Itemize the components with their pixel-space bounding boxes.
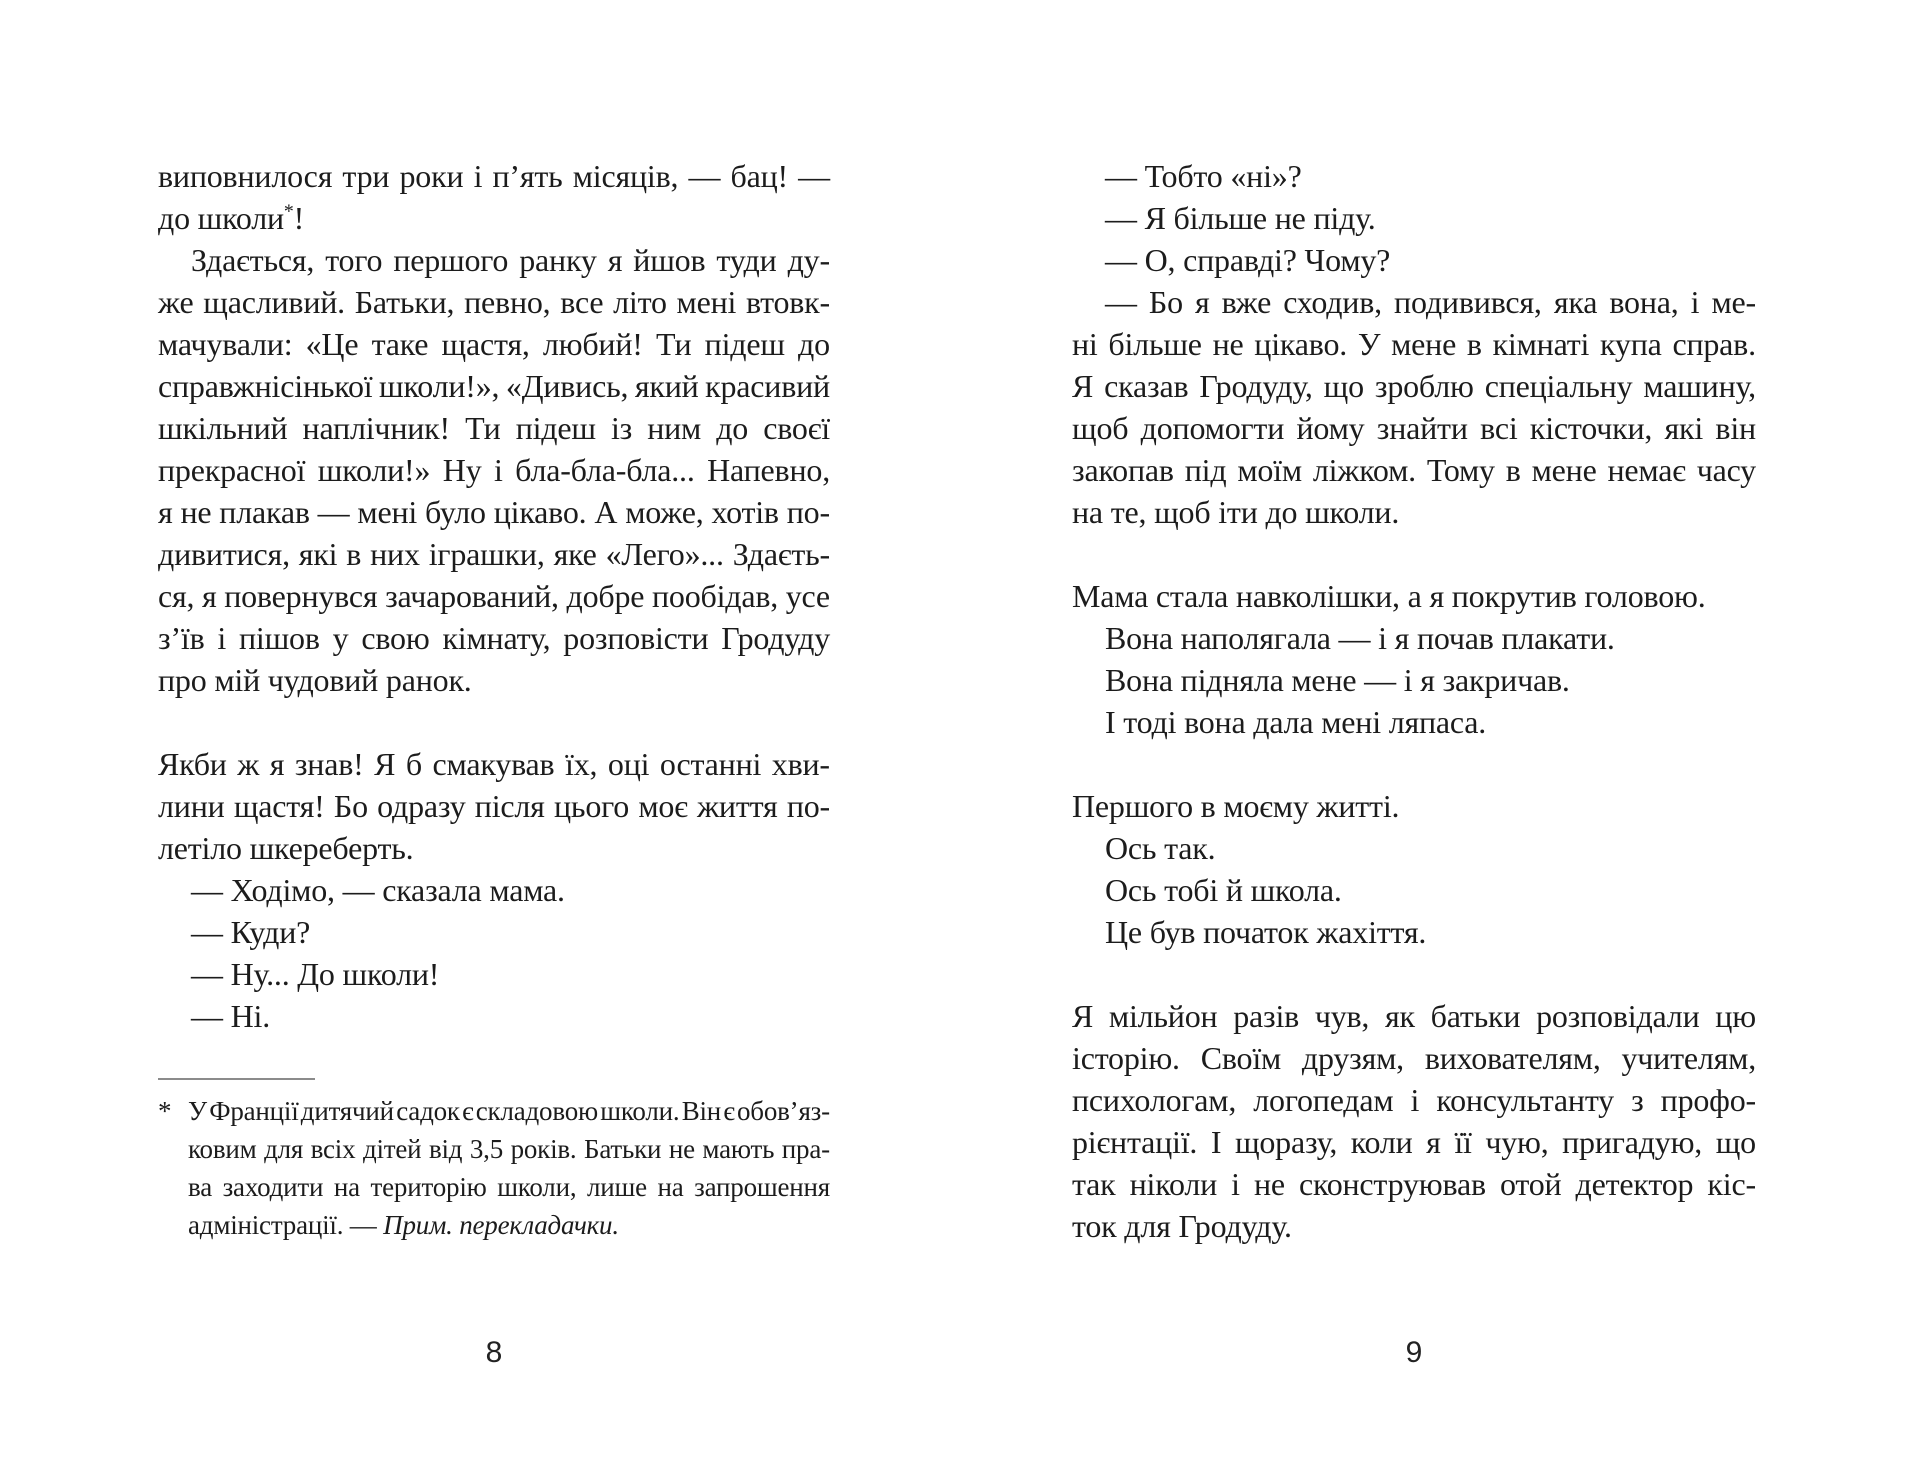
text-line: — Ну... До школи! bbox=[191, 956, 440, 992]
text-line: Вона наполягала — і я почав плакати. bbox=[1105, 620, 1615, 656]
page-number-left: 8 bbox=[485, 1336, 503, 1369]
text-line: Якби ж я знав! Я б смакував їх, оці останні хви- bbox=[158, 746, 830, 782]
page-number-right: 9 bbox=[1405, 1336, 1423, 1369]
text-line: ся, я повернувся зачарований, добре пообідав, усе bbox=[158, 578, 830, 614]
text-line: на те, щоб іти до школи. bbox=[1072, 494, 1400, 530]
text-line: адміністрації. — Прим. перекладачки. bbox=[188, 1210, 619, 1240]
footnote bbox=[158, 1078, 830, 1244]
text-line: до школи*! bbox=[158, 200, 305, 236]
text-line: справжнісінької школи!», «Дивись, який красивий bbox=[158, 368, 830, 404]
text-line: з’їв і пішов у свою кімнату, розповісти Гродуду bbox=[158, 620, 830, 656]
text-line: Це був початок жахіття. bbox=[1105, 914, 1427, 950]
text-line: Ось так. bbox=[1105, 830, 1216, 866]
text-line: так ніколи і не сконструював отой детектор кіс- bbox=[1072, 1166, 1756, 1202]
text-line: історію. Своїм друзям, вихователям, учителям, bbox=[1072, 1040, 1756, 1076]
text-line: Я сказав Гродуду, що зроблю спеціальну машину, bbox=[1072, 368, 1756, 404]
text-line: психологам, логопедам і консультанту з профо- bbox=[1072, 1082, 1756, 1118]
text-line: щоб допомогти йому знайти всі кісточки, які він bbox=[1072, 410, 1756, 446]
text-line: я не плакав — мені було цікаво. А може, хотів по- bbox=[158, 494, 830, 530]
text-line: У Франції дитячий садок є складовою школи. Він є обов’яз- bbox=[188, 1096, 830, 1126]
text-line: Першого в моєму житті. bbox=[1072, 788, 1400, 824]
text-line: ток для Гродуду. bbox=[1072, 1208, 1292, 1244]
text-line: — Ні. bbox=[191, 998, 271, 1034]
text-line: же щасливий. Батьки, певно, все літо мені втовк- bbox=[158, 284, 830, 320]
text-line: закопав під моїм ліжком. Тому в мене немає часу bbox=[1072, 452, 1756, 488]
text-line: — Бо я вже сходив, подивився, яка вона, і ме- bbox=[1105, 284, 1756, 320]
text-line: про мій чудовий ранок. bbox=[158, 662, 472, 698]
text-line: ковим для всіх дітей від 3,5 років. Батьки не мають пра- bbox=[188, 1134, 830, 1164]
text-line: виповнилося три роки і п’ять місяців, — бац! — bbox=[158, 158, 830, 194]
blank-line bbox=[1072, 743, 1756, 785]
text-line: — О, справді? Чому? bbox=[1105, 242, 1391, 278]
text-line: Вона підняла мене — і я закричав. bbox=[1105, 662, 1570, 698]
text-line: лини щастя! Бо одразу після цього моє життя по- bbox=[158, 788, 830, 824]
text-line: летіло шкереберть. bbox=[158, 830, 414, 866]
text-line: рієнтації. І щоразу, коли я її чую, пригадую, що bbox=[1072, 1124, 1756, 1160]
blank-line bbox=[158, 701, 830, 743]
text-line: шкільний наплічник! Ти підеш із ним до своєї bbox=[158, 410, 830, 446]
text-line: прекрасної школи!» Ну і бла-бла-бла... Напевно, bbox=[158, 452, 830, 488]
text-line: — Куди? bbox=[191, 914, 311, 950]
text-line: І тоді вона дала мені ляпаса. bbox=[1105, 704, 1487, 740]
text-line: Ось тобі й школа. bbox=[1105, 872, 1342, 908]
blank-line bbox=[1072, 953, 1756, 995]
text-line: дивитися, які в них іграшки, яке «Лего»... Здаєть- bbox=[158, 536, 830, 572]
footnote-rule bbox=[158, 1078, 315, 1080]
blank-line bbox=[1072, 533, 1756, 575]
text-line: мачували: «Це таке щастя, любий! Ти підеш до bbox=[158, 326, 830, 362]
page-left-text-column bbox=[158, 155, 830, 1037]
text-line: — Я більше не піду. bbox=[1105, 200, 1376, 236]
footnote-text bbox=[188, 1092, 830, 1244]
text-line: Я мільйон разів чув, як батьки розповідали цю bbox=[1072, 998, 1756, 1034]
text-line: ва заходити на територію школи, лише на запрошення bbox=[188, 1172, 830, 1202]
page-right-text-column bbox=[1072, 155, 1756, 1247]
footnote-marker: * bbox=[158, 1096, 172, 1126]
text-line: — Ходімо, — сказала мама. bbox=[191, 872, 565, 908]
text-line: Мама стала навколішки, а я покрутив головою. bbox=[1072, 578, 1706, 614]
text-line: Здається, того першого ранку я йшов туди ду- bbox=[191, 242, 830, 278]
text-line: ні більше не цікаво. У мене в кімнаті купа справ. bbox=[1072, 326, 1756, 362]
text-line: — Тобто «ні»? bbox=[1105, 158, 1302, 194]
